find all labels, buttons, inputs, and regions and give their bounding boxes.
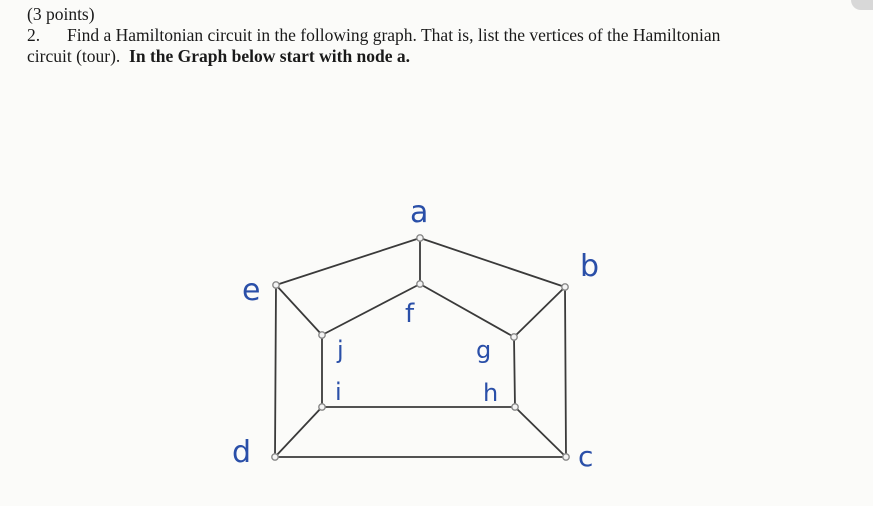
edge-e-d — [275, 285, 276, 457]
vertex-b — [562, 284, 568, 290]
vertex-label-h: h — [483, 379, 499, 407]
vertex-i — [319, 404, 325, 410]
edge-b-c — [565, 287, 566, 457]
prompt-continuation: circuit (tour). — [27, 46, 121, 66]
vertex-c — [563, 454, 569, 460]
vertex-label-c: c — [578, 440, 594, 473]
vertex-e — [273, 282, 279, 288]
vertex-label-a: a — [410, 195, 429, 230]
vertex-label-j: j — [337, 336, 344, 364]
edge-b-g — [514, 287, 565, 337]
question-number: 2. — [27, 25, 41, 45]
prompt-text: Find a Hamiltonian circuit in the following graph. That is, list the vertices of the Hamiltonian — [67, 25, 721, 45]
vertex-label-e: e — [242, 273, 261, 308]
vertex-label-i: i — [335, 378, 342, 406]
graph-edges — [275, 238, 566, 457]
instruction-text: In the Graph below start with node a. — [129, 46, 411, 66]
edge-a-b — [420, 238, 565, 287]
edge-f-g — [420, 284, 514, 337]
edge-g-h — [514, 337, 515, 407]
edge-a-e — [276, 238, 420, 285]
vertex-j — [319, 332, 325, 338]
vertex-a — [417, 235, 423, 241]
points-label: (3 points) — [27, 4, 95, 24]
edge-i-d — [275, 407, 322, 457]
vertex-label-f: f — [405, 299, 415, 329]
vertex-h — [512, 404, 518, 410]
vertex-g — [511, 334, 517, 340]
vertex-label-b: b — [580, 249, 600, 284]
vertex-label-g: g — [476, 336, 492, 364]
vertex-d — [272, 454, 278, 460]
vertex-f — [417, 281, 423, 287]
edge-h-c — [515, 407, 566, 457]
vertex-label-d: d — [232, 435, 252, 470]
graph-labels — [232, 195, 599, 473]
edge-e-j — [276, 285, 322, 335]
